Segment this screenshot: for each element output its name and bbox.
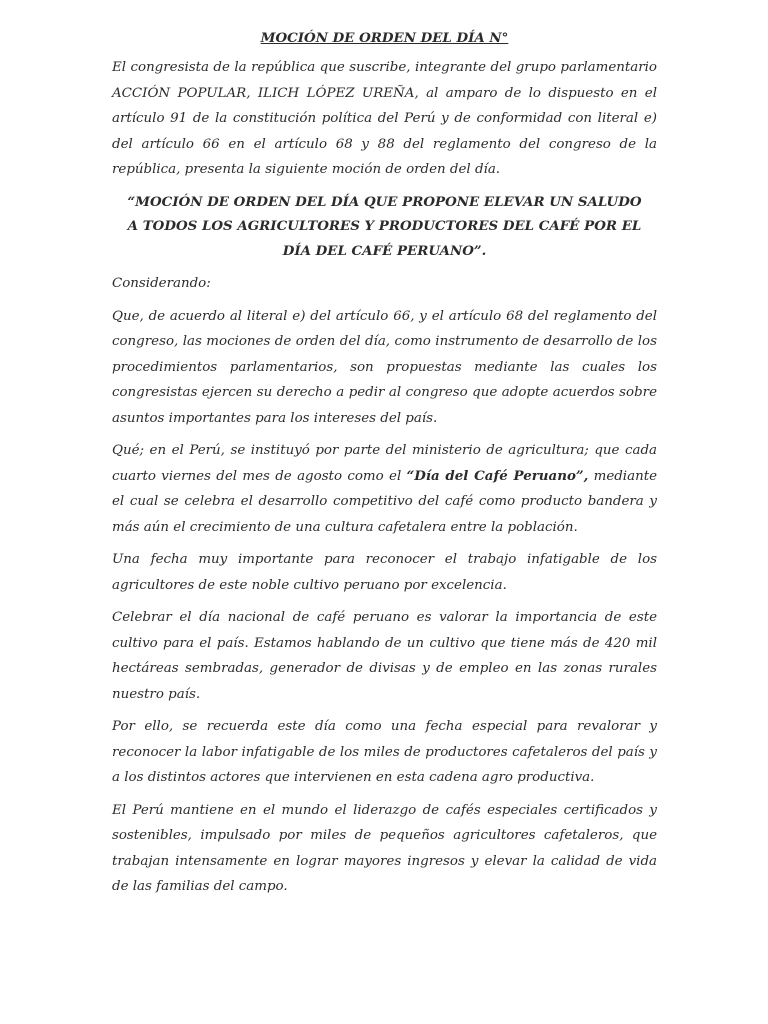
paragraph-2-start: Qué; en el Perú, se instituyó por parte del ministerio de agricultura; que cada cuarto viernes del mes de agosto como el [112, 443, 657, 484]
paragraph-2 [112, 438, 657, 540]
paragraph-6: El Perú mantiene en el mundo el liderazgo de cafés especiales certificados y sostenibles, impulsado por miles de pequeños agricultores cafetaleros, que trabajan intensamente en lograr mayores ingresos y elevar la calidad de vida de las familias del campo. [112, 802, 657, 894]
intro-paragraph: El congresista de la república que suscribe, integrante del grupo parlamentario ACCIÓN POPULAR, ILICH LÓPEZ UREÑA, al amparo de lo dispuesto en el artículo 91 de la constitución política del Perú y de conformidad con literal e) del artículo 66 en el artículo 68 y 88 del reglamento del congreso de la república, presenta la siguiente moción de orden del día. [112, 60, 657, 177]
considering-label: Considerando: [112, 276, 211, 291]
paragraph-1: Que, de acuerdo al literal e) del artículo 66, y el artículo 68 del reglamento del congreso, las mociones de orden del día, como instrumento de desarrollo de los procedimientos parlamentarios, son propuestas mediante las cuales los congresistas ejercen su derecho a pedir al congreso que adopte acuerdos sobre asuntos importantes para los intereses del país. [112, 308, 657, 426]
paragraph-4: Celebrar el día nacional de café peruano es valorar la importancia de este cultivo para el país. Estamos hablando de un cultivo que tiene más de 420 mil hectáreas sembradas, generador de divisas y de empleo en las zonas rurales nuestro país. [112, 610, 657, 702]
paragraph-5: Por ello, se recuerda este día como una fecha especial para revalorar y reconocer la labor infatigable de los miles de productores cafetaleros del país y a los distintos actores que intervienen en esta cadena agro productiva. [112, 719, 657, 785]
paragraph-2-emphasis: “Día del Café Peruano”, [406, 467, 589, 484]
motion-title: “MOCIÓN DE ORDEN DEL DÍA QUE PROPONE ELEVAR UN SALUDO A TODOS LOS AGRICULTORES Y PRODUCTORES DEL CAFÉ POR EL DÍA DEL CAFÉ PERUANO”. [127, 193, 642, 259]
document-page [112, 28, 657, 907]
document-title: MOCIÓN DE ORDEN DEL DÍA N° [260, 30, 509, 46]
paragraph-2-end: mediante el cual se celebra el desarrollo competitivo del café como producto bandera y más aún el crecimiento de una cultura cafetalera entre la población. [112, 468, 658, 535]
paragraph-3: Una fecha muy importante para reconocer el trabajo infatigable de los agricultores de este noble cultivo peruano por excelencia. [112, 552, 657, 593]
